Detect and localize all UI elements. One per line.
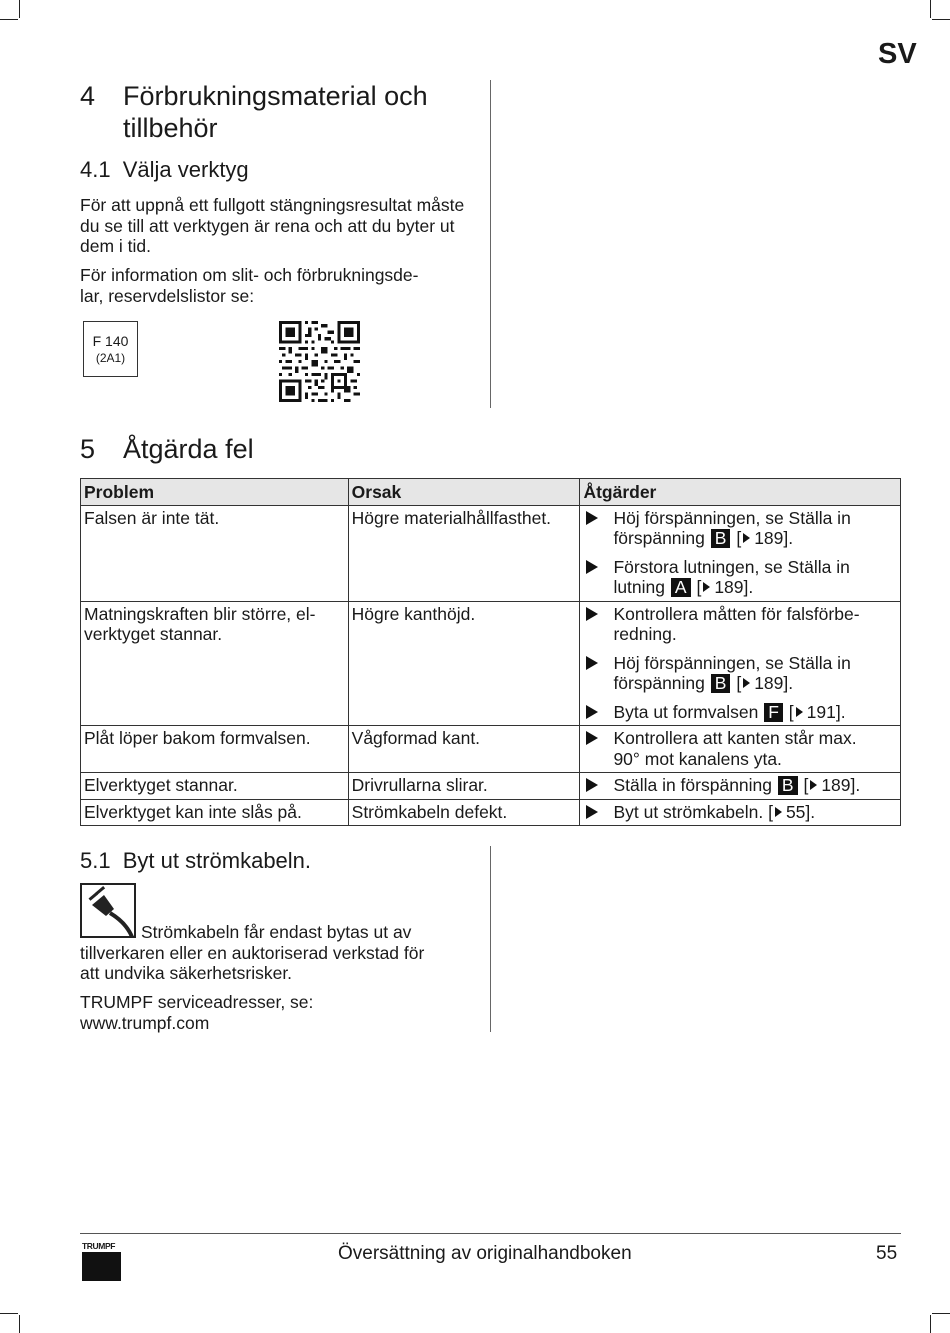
problem-cell: Falsen är inte tät. [81, 505, 349, 601]
subsection-title: Byt ut strömkabeln. [122, 848, 312, 873]
section-number: 4 [80, 81, 96, 111]
crop-mark [0, 1313, 18, 1314]
page-ref-arrow-icon [743, 533, 750, 543]
bullet-arrow-icon [586, 511, 598, 525]
cause-cell: Drivrullarna slirar. [348, 773, 580, 800]
column-header-actions: Åtgärder [580, 479, 901, 506]
figure-badge: B [711, 674, 731, 693]
action-text: Höj förspänningen, se Ställa in [613, 652, 851, 673]
column-header-problem: Problem [81, 479, 349, 506]
page-ref-arrow-icon [810, 780, 817, 790]
table-header-row [81, 479, 901, 506]
table-row [81, 773, 901, 800]
subsection-number: 5.1 [80, 848, 111, 873]
action-text: lutning [613, 577, 666, 597]
action-item: Byta ut formvalsen F [ 191]. [583, 702, 896, 723]
section-5-heading [80, 433, 254, 465]
table-row [81, 799, 901, 826]
figure-badge: B [778, 776, 798, 795]
problem-cell [81, 601, 349, 726]
cause-cell: Vågformad kant. [348, 726, 580, 773]
subsection-number: 4.1 [80, 157, 111, 182]
action-text: Kontrollera måtten för falsförbe- [613, 603, 860, 624]
problem-text: Matningskraften blir större, el- [84, 603, 316, 624]
crop-mark [930, 1315, 931, 1333]
logo-text: TRUMPF [82, 1241, 116, 1251]
column-divider [490, 80, 491, 408]
warning-text: Strömkabeln får endast bytas ut av [141, 922, 412, 942]
language-code: SV [878, 38, 917, 70]
crop-mark [932, 19, 950, 20]
bullet-arrow-icon [586, 560, 598, 574]
section-title-line: tillbehör [123, 113, 218, 143]
crop-mark [0, 19, 18, 20]
action-text: Byt ut strömkabeln. [ [613, 801, 773, 822]
paragraph-line: lar, reservdelslistor se: [80, 285, 255, 306]
action-text: Höj förspänningen, se Ställa in [613, 507, 851, 528]
action-text: Byta ut formvalsen [613, 701, 759, 722]
subsection-title: Välja verktyg [122, 157, 249, 182]
cause-cell: Högre kanthöjd. [348, 601, 580, 726]
section-title: Åtgärda fel [123, 434, 254, 464]
column-divider [490, 846, 491, 1032]
qr-code-icon [279, 321, 360, 402]
action-item: Höj förspänningen, se Ställa in förspänning B [ 189]. [583, 508, 896, 549]
action-text: förspänning [613, 673, 705, 693]
problem-cell: Elverktyget kan inte slås på. [81, 799, 349, 826]
reference-code: F 140 [92, 333, 129, 349]
actions-cell [580, 505, 901, 601]
bullet-arrow-icon [586, 778, 598, 792]
action-text: förspänning [613, 528, 705, 548]
footer-divider [80, 1233, 901, 1234]
action-text: Förstora lutningen, se Ställa in [613, 556, 850, 577]
problem-cell: Elverktyget stannar. [81, 773, 349, 800]
page-reference[interactable]: 189]. [754, 528, 794, 548]
paragraph-line: För information om slit- och förbrukningsde- [80, 265, 419, 285]
bullet-arrow-icon [586, 705, 598, 719]
figure-badge: F [764, 703, 783, 722]
logo-block [82, 1252, 121, 1281]
paragraph: För att uppnå ett fullgott stängningsresultat måste du se till att verktygen är rena och att du byter ut dem i tid. [80, 195, 465, 256]
action-text: Ställa in förspänning [613, 775, 773, 795]
crop-mark [19, 1315, 20, 1333]
column-header-cause: Orsak [348, 479, 580, 506]
service-text: TRUMPF serviceadresser, se: [80, 992, 314, 1012]
actions-cell [580, 799, 901, 826]
subsection-4-1-heading [80, 157, 249, 183]
table-row [81, 505, 901, 601]
page-ref-arrow-icon [703, 582, 710, 592]
action-item: Höj förspänningen, se Ställa in förspänning B [ 189]. [583, 653, 896, 694]
table-row [81, 601, 901, 726]
crop-mark [19, 0, 20, 18]
crop-mark [930, 0, 931, 18]
subsection-5-1-heading [80, 848, 311, 874]
troubleshooting-table [80, 478, 901, 826]
page-ref-arrow-icon [796, 707, 803, 717]
bullet-arrow-icon [586, 731, 598, 745]
actions-cell [580, 601, 901, 726]
problem-text: verktyget stannar. [84, 624, 223, 644]
action-item: Förstora lutningen, se Ställa in lutning A [ 189]. [583, 557, 896, 598]
page-number: 55 [876, 1243, 898, 1264]
bullet-arrow-icon [586, 607, 598, 621]
section-title-line: Förbrukningsmaterial och [123, 81, 428, 111]
trumpf-logo [82, 1242, 121, 1281]
action-text: Kontrollera att kanten står max. [613, 728, 857, 748]
action-item [583, 728, 896, 769]
table-row [81, 726, 901, 773]
action-text: 90° mot kanalens yta. [613, 748, 782, 769]
page-reference[interactable]: 189]. [754, 673, 794, 693]
section-number: 5 [80, 434, 96, 464]
page-reference[interactable]: 191]. [806, 701, 846, 722]
figure-badge: A [671, 578, 691, 597]
reference-subcode: (2A1) [95, 351, 126, 365]
bullet-arrow-icon [586, 656, 598, 670]
footer-title: Översättning av originalhandboken [338, 1243, 632, 1264]
page-ref-arrow-icon [775, 807, 782, 817]
page-reference[interactable]: 189]. [821, 775, 861, 795]
reference-code-box [83, 321, 138, 377]
warning-text: tillverkaren eller en auktoriserad verkstad för [80, 942, 425, 963]
warning-text: att undvika säkerhetsrisker. [80, 963, 293, 983]
paragraph [80, 265, 480, 306]
section-4-heading [80, 80, 480, 144]
page-reference[interactable]: 189]. [714, 577, 754, 597]
action-item [583, 604, 896, 645]
actions-cell [580, 726, 901, 773]
actions-cell [580, 773, 901, 800]
cause-cell: Högre materialhållfasthet. [348, 505, 580, 601]
website-link[interactable]: www.trumpf.com [80, 1012, 210, 1033]
page-ref-arrow-icon [743, 678, 750, 688]
bullet-arrow-icon [586, 805, 598, 819]
problem-cell: Plåt löper bakom formvalsen. [81, 726, 349, 773]
action-text: redning. [613, 624, 677, 644]
page-reference[interactable]: 55]. [785, 801, 816, 822]
warning-note [80, 922, 480, 984]
action-item [583, 802, 896, 823]
crop-mark [932, 1313, 950, 1314]
service-info [80, 992, 480, 1033]
action-item: Ställa in förspänning B [ 189]. [583, 775, 896, 796]
cause-cell: Strömkabeln defekt. [348, 799, 580, 826]
figure-badge: B [711, 529, 731, 548]
